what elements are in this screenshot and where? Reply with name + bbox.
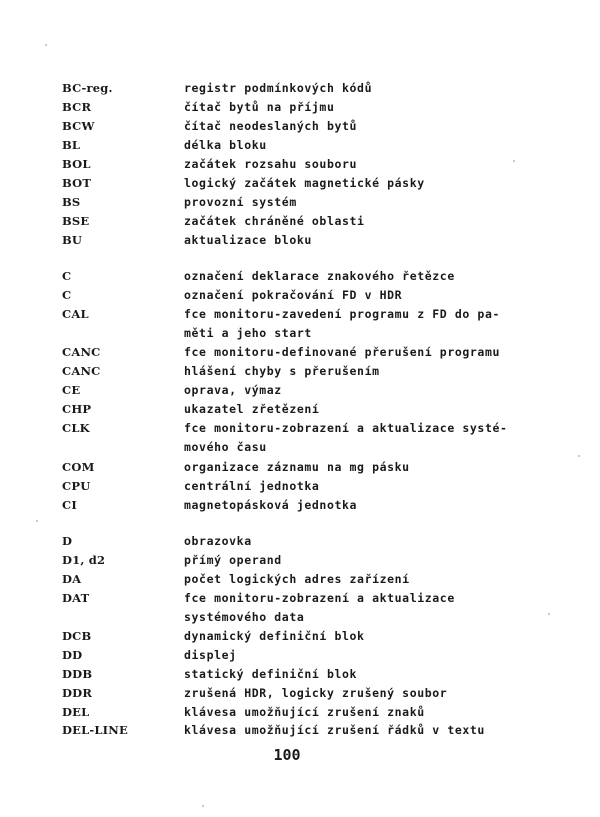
entry-description: magnetopásková jednotka [184,498,358,512]
entry-row [0,572,600,591]
entry-description: čítač neodeslaných bytů [184,119,358,133]
entry-description: mového času [184,440,267,454]
entry-abbreviation: BOL [62,157,91,171]
entry-abbreviation: CAL [62,307,89,321]
entry-row [0,460,600,479]
scan-speck [513,160,515,162]
entry-row [0,498,600,517]
scan-speck [548,613,550,615]
entry-row [0,233,600,252]
entry-description: organizace záznamu na mg pásku [184,460,410,474]
entry-row [0,214,600,233]
entry-row [0,421,600,459]
entry-description: displej [184,648,237,662]
entry-abbreviation: D1, d2 [62,553,106,567]
entry-abbreviation: D [62,534,73,548]
entry-row [0,307,600,345]
entry-row [0,288,600,307]
entry-row [0,723,600,742]
entry-description: počet logických adres zařízení [184,572,410,586]
entry-row [0,402,600,421]
entry-row [0,553,600,572]
entry-description: centrální jednotka [184,479,320,493]
entry-description: ukazatel zřetězení [184,402,320,416]
entry-abbreviation: CHP [62,402,92,416]
entry-description: čítač bytů na příjmu [184,100,335,114]
entry-row [0,686,600,705]
entry-description: zrušená HDR, logicky zrušený soubor [184,686,448,700]
entry-abbreviation: CE [62,383,81,397]
entry-row [0,591,600,629]
entry-row [0,705,600,724]
entry-description: fce monitoru-zobrazení a aktualizace systé- [184,421,508,435]
entry-abbreviation: BU [62,233,83,247]
entry-description: přímý operand [184,553,282,567]
entry-row [0,364,600,383]
entry-description: aktualizace bloku [184,233,312,247]
entry-row [0,667,600,686]
entry-abbreviation: CI [62,498,77,512]
entry-abbreviation: COM [62,460,95,474]
entry-description: označení deklarace znakového řetězce [184,269,455,283]
entry-abbreviation: CANC [62,345,101,359]
entry-description: obrazovka [184,534,252,548]
entry-row [0,269,600,288]
entry-row [0,195,600,214]
entry-abbreviation: DEL [62,705,90,719]
entry-description: délka bloku [184,138,267,152]
entry-row [0,81,600,100]
entry-row [0,648,600,667]
entry-description: fce monitoru-zavedení programu z FD do pa- [184,307,500,321]
entry-abbreviation: BOT [62,176,92,190]
entry-abbreviation: DEL-LINE [62,723,128,737]
entry-abbreviation: CLK [62,421,90,435]
entry-description: označení pokračování FD v HDR [184,288,403,302]
entry-abbreviation: BC-reg. [62,81,113,95]
entry-description: systémového data [184,610,305,624]
entry-description: provozní systém [184,195,297,209]
entry-abbreviation: DD [62,648,83,662]
entry-row [0,157,600,176]
entry-row [0,629,600,648]
scan-speck [36,520,38,522]
entry-row [0,383,600,402]
entry-abbreviation: BCW [62,119,95,133]
entry-abbreviation: CPU [62,479,91,493]
scan-speck [202,805,204,807]
entry-description: fce monitoru-definované přerušení programu [184,345,500,359]
entry-row [0,176,600,195]
entry-abbreviation: C [62,269,72,283]
entry-abbreviation: BL [62,138,81,152]
entry-abbreviation: C [62,288,72,302]
entry-abbreviation: DDR [62,686,93,700]
entry-row [0,138,600,157]
entry-row [0,119,600,138]
entry-abbreviation: DAT [62,591,90,605]
entry-description: klávesa umožňující zrušení znaků [184,705,425,719]
entry-description: fce monitoru-zobrazení a aktualizace [184,591,455,605]
entry-abbreviation: DA [62,572,82,586]
page-number: 100 [273,746,301,764]
entry-description: logický začátek magnetické pásky [184,176,425,190]
entry-row [0,100,600,119]
entry-abbreviation: BS [62,195,81,209]
entry-description: dynamický definiční blok [184,629,365,643]
entry-description: statický definiční blok [184,667,358,681]
entry-abbreviation: DDB [62,667,93,681]
entry-description: hlášení chyby s přerušením [184,364,380,378]
scan-speck [578,455,580,457]
entry-description: klávesa umožňující zrušení řádků v textu [184,723,485,737]
entry-abbreviation: BCR [62,100,92,114]
entry-row [0,534,600,553]
entry-description: začátek chráněné oblasti [184,214,365,228]
entry-row [0,479,600,498]
entry-abbreviation: BSE [62,214,90,228]
entry-description: registr podmínkových kódů [184,81,373,95]
entry-abbreviation: CANC [62,364,101,378]
entry-description: oprava, výmaz [184,383,282,397]
scan-speck [45,44,47,46]
entry-description: začátek rozsahu souboru [184,157,358,171]
entry-row [0,345,600,364]
entry-description: měti a jeho start [184,326,312,340]
entry-abbreviation: DCB [62,629,92,643]
